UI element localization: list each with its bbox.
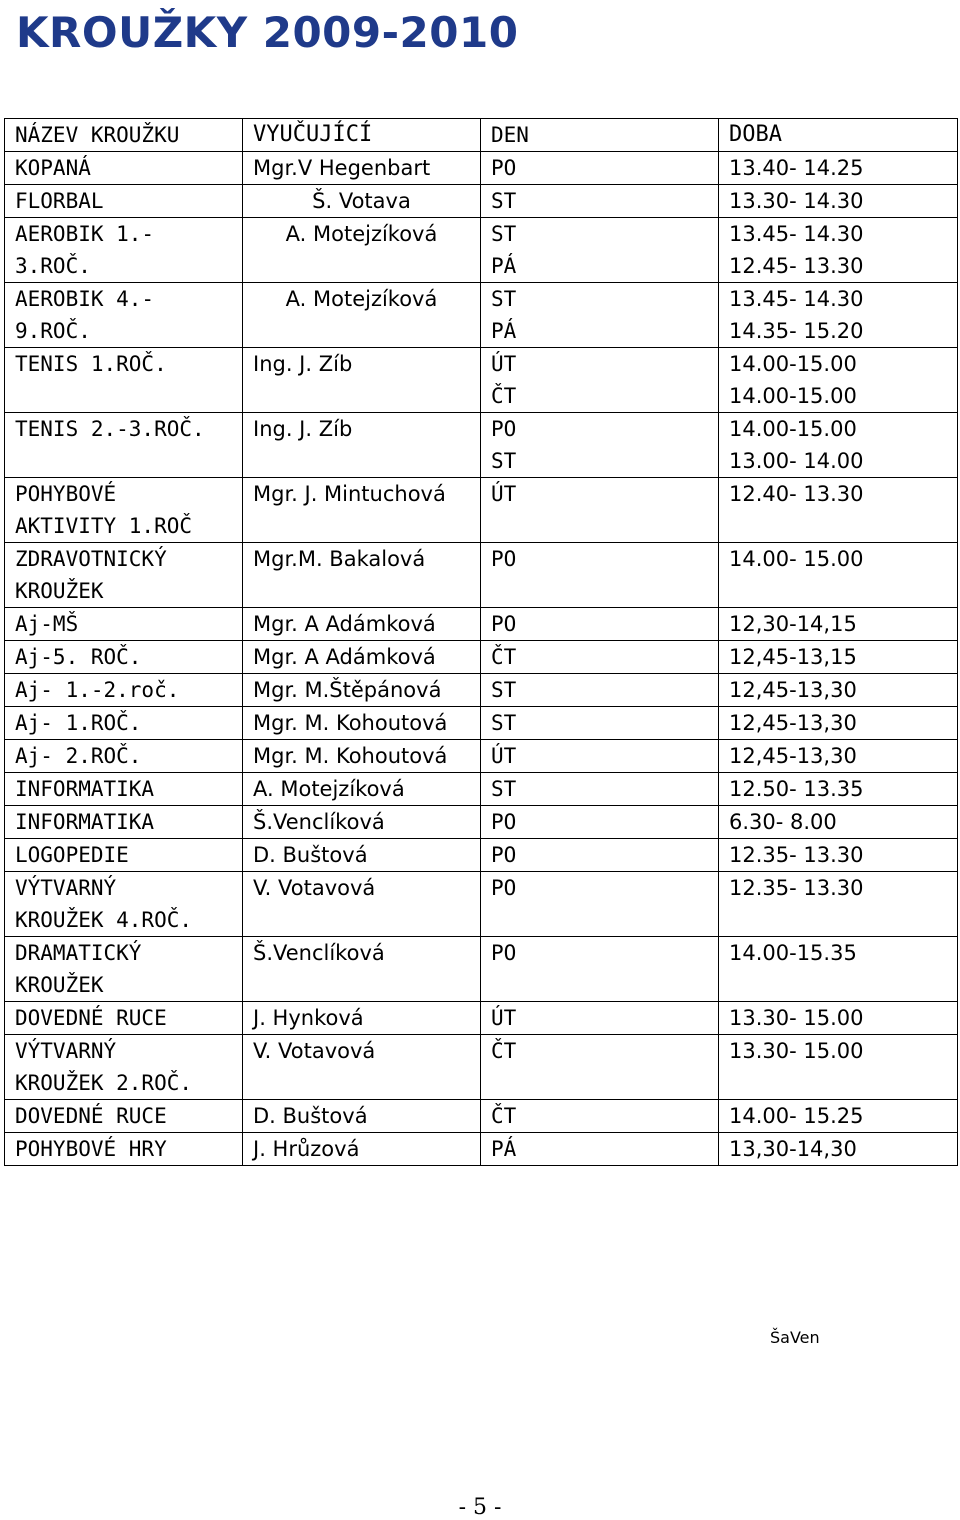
name-cell: Aj- 1.-2.roč. [5, 674, 243, 707]
table-row [5, 478, 958, 543]
teacher-cell: A. Motejzíková [243, 218, 481, 283]
name-cell: DOVEDNÉ RUCE [5, 1002, 243, 1035]
day-cell: PO ST [481, 413, 719, 478]
name-cell: POHYBOVÉ AKTIVITY 1.ROČ [5, 478, 243, 543]
table-row [5, 740, 958, 773]
name-cell: TENIS 2.-3.ROČ. [5, 413, 243, 478]
day-cell: PO [481, 872, 719, 937]
day-cell: ST [481, 674, 719, 707]
teacher-cell: J. Hynková [243, 1002, 481, 1035]
teacher-cell: D. Buštová [243, 1100, 481, 1133]
schedule-table [4, 118, 958, 1166]
time-cell: 12,45-13,30 [719, 674, 958, 707]
teacher-cell: Š.Venclíková [243, 937, 481, 1002]
header-cell-teacher: VYUČUJÍCÍ [243, 119, 481, 152]
name-cell: VÝTVARNÝ KROUŽEK 2.ROČ. [5, 1035, 243, 1100]
teacher-cell: Š.Venclíková [243, 806, 481, 839]
day-cell: PO [481, 608, 719, 641]
time-cell: 12,30-14,15 [719, 608, 958, 641]
day-cell: ČT [481, 1035, 719, 1100]
name-cell: DRAMATICKÝ KROUŽEK [5, 937, 243, 1002]
table-row [5, 348, 958, 413]
table-row [5, 707, 958, 740]
day-cell: PO [481, 152, 719, 185]
time-cell: 12,45-13,30 [719, 707, 958, 740]
day-cell: ČT [481, 641, 719, 674]
name-cell: TENIS 1.ROČ. [5, 348, 243, 413]
day-cell: ST [481, 773, 719, 806]
time-cell: 13.45- 14.30 12.45- 13.30 [719, 218, 958, 283]
time-cell: 14.00-15.35 [719, 937, 958, 1002]
header-cell-name: NÁZEV KROUŽKU [5, 119, 243, 152]
table-row [5, 937, 958, 1002]
table-row [5, 1100, 958, 1133]
table-row [5, 839, 958, 872]
teacher-cell: J. Hrůzová [243, 1133, 481, 1166]
day-cell: ST [481, 707, 719, 740]
day-cell: ÚT [481, 1002, 719, 1035]
name-cell: INFORMATIKA [5, 773, 243, 806]
day-cell: ÚT [481, 740, 719, 773]
teacher-cell: Mgr. A Adámková [243, 641, 481, 674]
day-cell: PO [481, 806, 719, 839]
day-cell: PO [481, 839, 719, 872]
table-row [5, 773, 958, 806]
table-row [5, 608, 958, 641]
teacher-cell: Ing. J. Zíb [243, 413, 481, 478]
time-cell: 13,30-14,30 [719, 1133, 958, 1166]
name-cell: KOPANÁ [5, 152, 243, 185]
page-title: KROUŽKY 2009-2010 [16, 8, 519, 57]
time-cell: 14.00-15.00 13.00- 14.00 [719, 413, 958, 478]
table-row [5, 641, 958, 674]
table-row [5, 674, 958, 707]
day-cell: PÁ [481, 1133, 719, 1166]
table-row [5, 543, 958, 608]
name-cell: INFORMATIKA [5, 806, 243, 839]
name-cell: AEROBIK 1.- 3.ROČ. [5, 218, 243, 283]
table-row [5, 1133, 958, 1166]
teacher-cell: Mgr. M. Kohoutová [243, 707, 481, 740]
time-cell: 13.30- 15.00 [719, 1002, 958, 1035]
teacher-cell: Ing. J. Zíb [243, 348, 481, 413]
teacher-cell: Mgr.V Hegenbart [243, 152, 481, 185]
time-cell: 13.30- 15.00 [719, 1035, 958, 1100]
name-cell: Aj-5. ROČ. [5, 641, 243, 674]
name-cell: Aj- 2.ROČ. [5, 740, 243, 773]
time-cell: 12.40- 13.30 [719, 478, 958, 543]
day-cell: PO [481, 543, 719, 608]
teacher-cell: A. Motejzíková [243, 283, 481, 348]
name-cell: ZDRAVOTNICKÝ KROUŽEK [5, 543, 243, 608]
table-row [5, 872, 958, 937]
table-row [5, 1035, 958, 1100]
teacher-cell: Mgr. M. Kohoutová [243, 740, 481, 773]
table-row [5, 185, 958, 218]
teacher-cell: D. Buštová [243, 839, 481, 872]
time-cell: 14.00- 15.00 [719, 543, 958, 608]
time-cell: 12,45-13,15 [719, 641, 958, 674]
day-cell: ČT [481, 1100, 719, 1133]
name-cell: DOVEDNÉ RUCE [5, 1100, 243, 1133]
table-row [5, 806, 958, 839]
table-row [5, 413, 958, 478]
teacher-cell: Mgr. A Adámková [243, 608, 481, 641]
time-cell: 12.50- 13.35 [719, 773, 958, 806]
name-cell: FLORBAL [5, 185, 243, 218]
signature: ŠaVen [770, 1328, 820, 1347]
table-row [5, 218, 958, 283]
teacher-cell: A. Motejzíková [243, 773, 481, 806]
name-cell: LOGOPEDIE [5, 839, 243, 872]
time-cell: 12.35- 13.30 [719, 872, 958, 937]
teacher-cell: Š. Votava [243, 185, 481, 218]
name-cell: Aj- 1.ROČ. [5, 707, 243, 740]
day-cell: ÚT [481, 478, 719, 543]
time-cell: 13.40- 14.25 [719, 152, 958, 185]
name-cell: Aj-MŠ [5, 608, 243, 641]
day-cell: ST PÁ [481, 283, 719, 348]
page-number: - 5 - [458, 1495, 502, 1520]
time-cell: 6.30- 8.00 [719, 806, 958, 839]
table-row [5, 152, 958, 185]
teacher-cell: Mgr. M.Štěpánová [243, 674, 481, 707]
time-cell: 14.00- 15.25 [719, 1100, 958, 1133]
name-cell: AEROBIK 4.- 9.ROČ. [5, 283, 243, 348]
day-cell: ÚT ČT [481, 348, 719, 413]
name-cell: POHYBOVÉ HRY [5, 1133, 243, 1166]
day-cell: PO [481, 937, 719, 1002]
time-cell: 13.30- 14.30 [719, 185, 958, 218]
header-cell-day: DEN [481, 119, 719, 152]
table-header-row [5, 119, 958, 152]
time-cell: 13.45- 14.30 14.35- 15.20 [719, 283, 958, 348]
day-cell: ST PÁ [481, 218, 719, 283]
name-cell: VÝTVARNÝ KROUŽEK 4.ROČ. [5, 872, 243, 937]
time-cell: 12,45-13,30 [719, 740, 958, 773]
day-cell: ST [481, 185, 719, 218]
time-cell: 14.00-15.00 14.00-15.00 [719, 348, 958, 413]
table-row [5, 283, 958, 348]
time-cell: 12.35- 13.30 [719, 839, 958, 872]
teacher-cell: Mgr. J. Mintuchová [243, 478, 481, 543]
table-row [5, 1002, 958, 1035]
teacher-cell: Mgr.M. Bakalová [243, 543, 481, 608]
teacher-cell: V. Votavová [243, 1035, 481, 1100]
header-cell-time: DOBA [719, 119, 958, 152]
teacher-cell: V. Votavová [243, 872, 481, 937]
